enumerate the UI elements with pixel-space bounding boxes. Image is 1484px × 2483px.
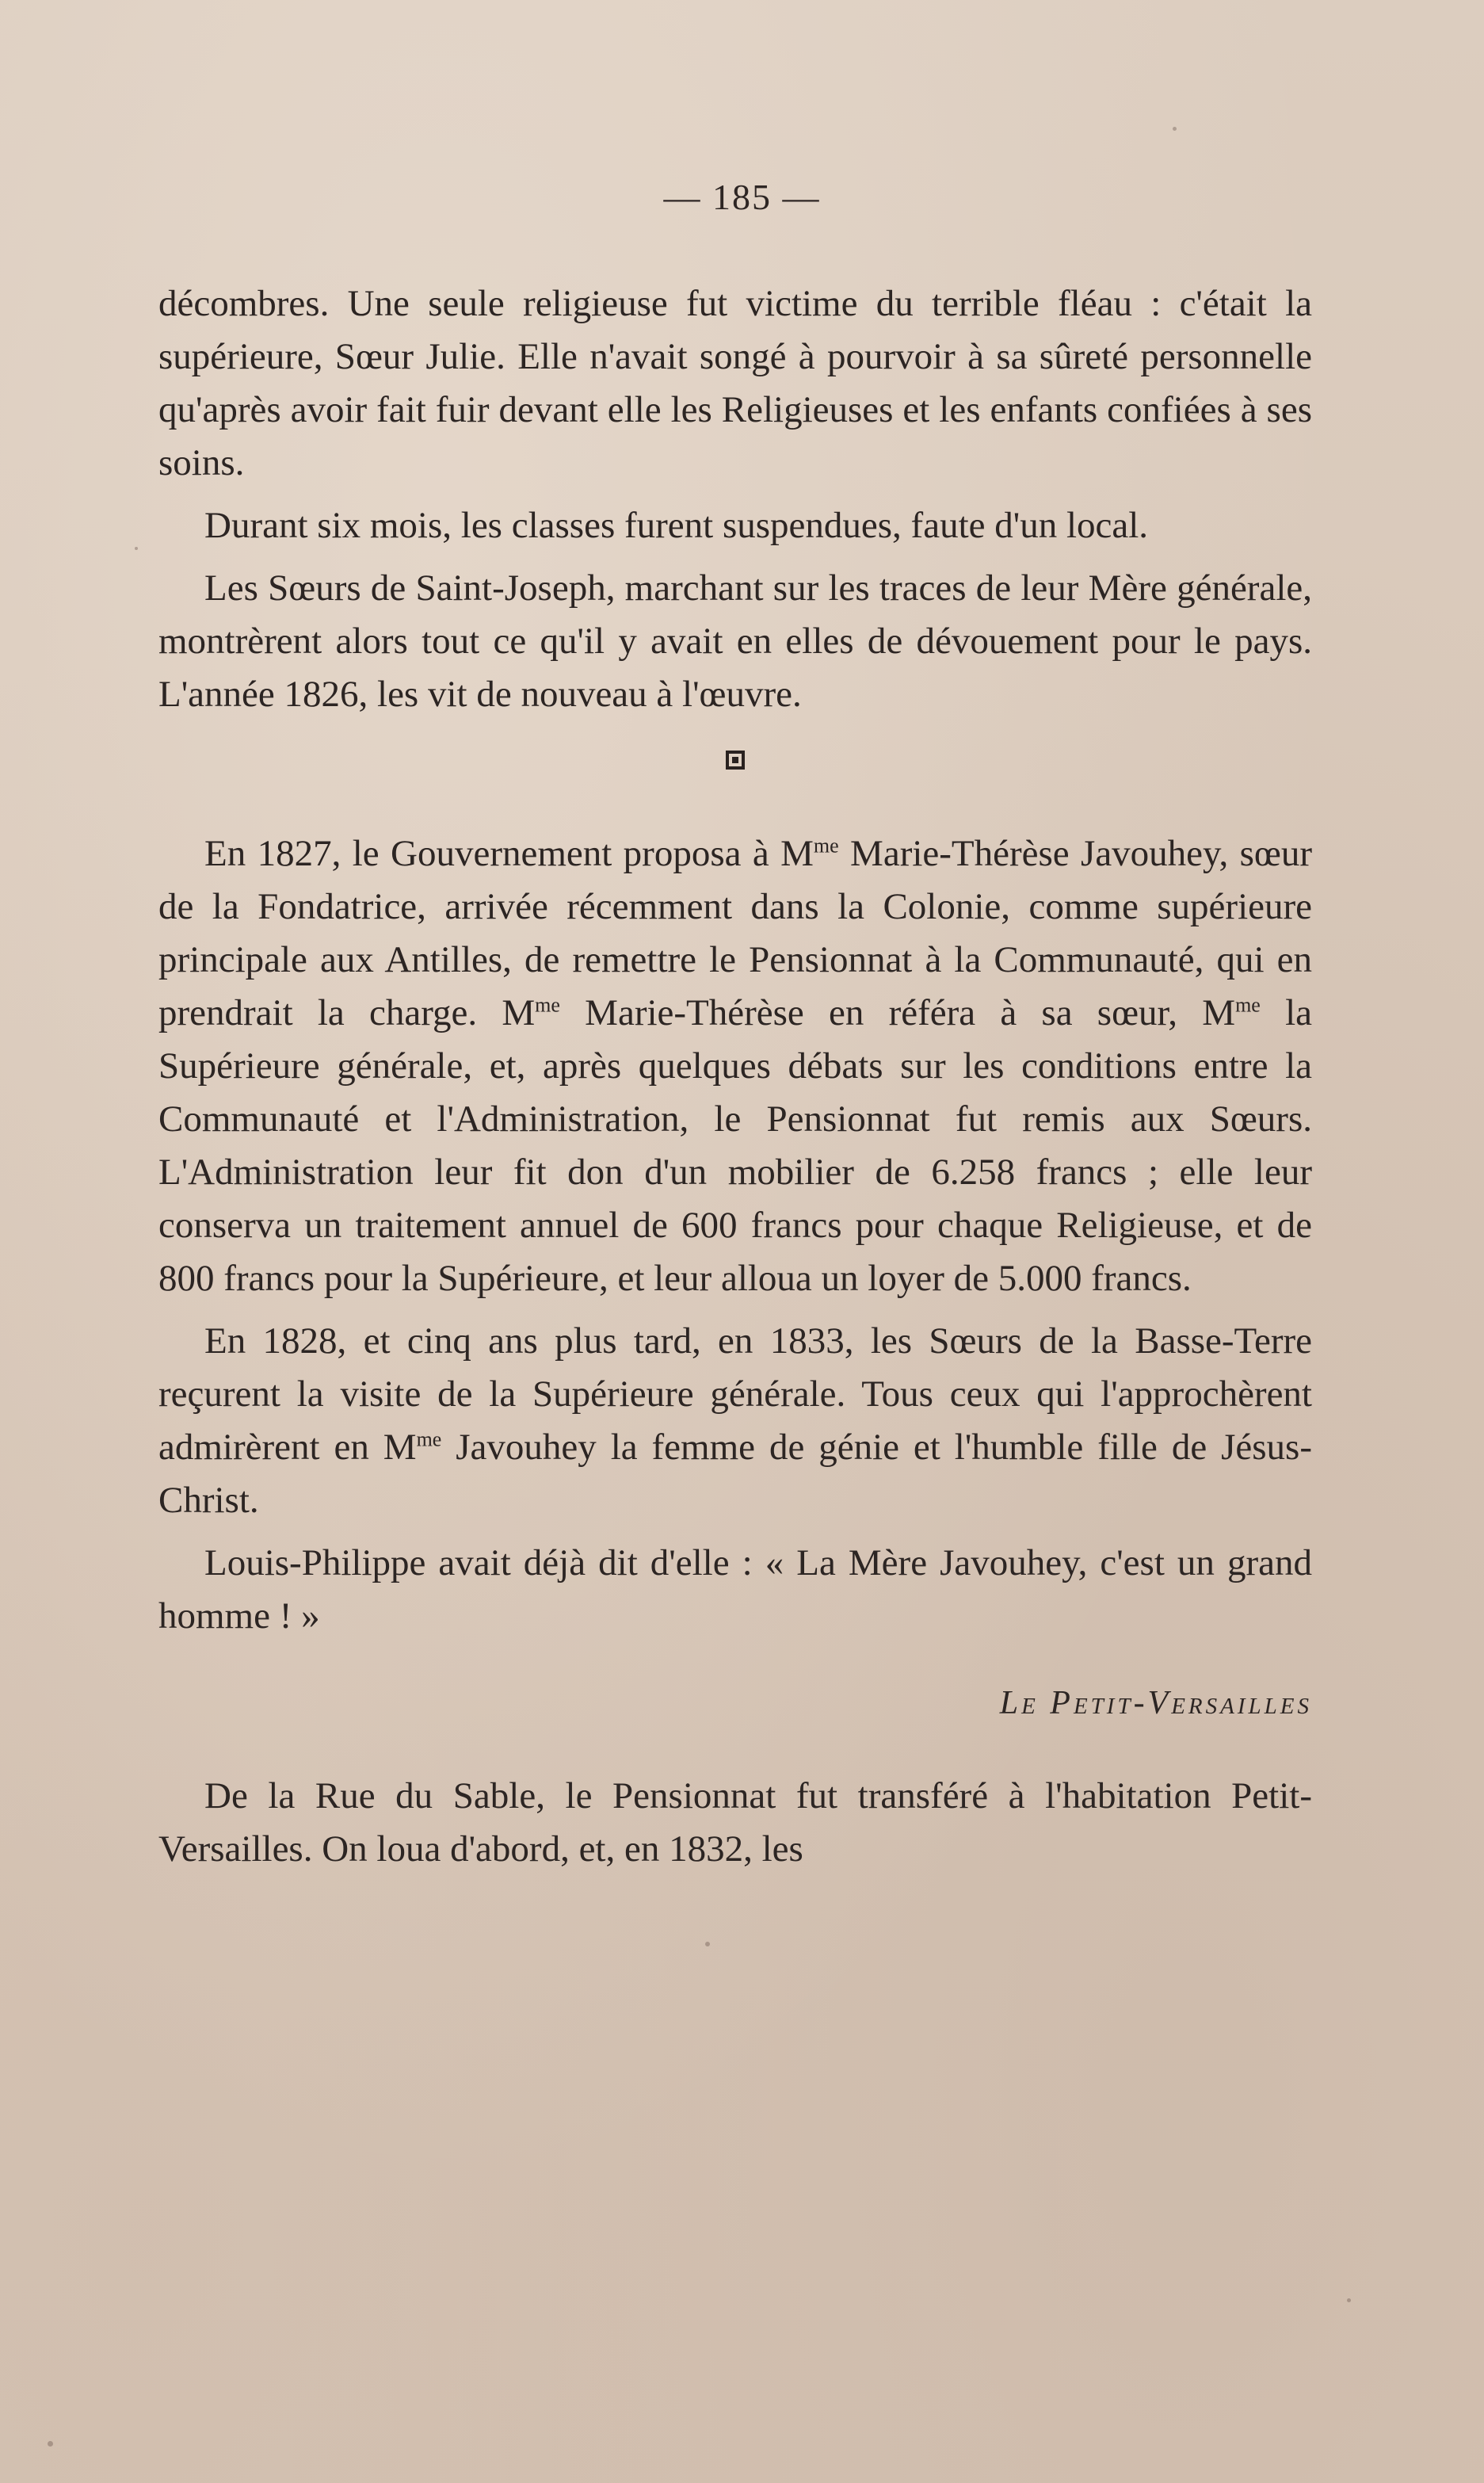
paragraph-louis-philippe: Louis-Philippe avait déjà dit d'elle : « La Mère Javouhey, c'est un grand homme ! » bbox=[158, 1542, 1312, 1637]
paper-speck bbox=[1173, 127, 1177, 131]
paragraph-rue-du-sable: De la Rue du Sable, le Pensionnat fut transféré à l'habitation Petit-Versailles. On loua d'abord, et, en 1832, les bbox=[158, 1775, 1312, 1870]
section-heading: Le Petit-Versailles bbox=[999, 1685, 1312, 1721]
paragraph-1828: En 1828, et cinq ans plus tard, en 1833, les Sœurs de la Basse-Terre reçurent la visite de la Supérieure générale. Tous ceux qui l'approchèrent admirèrent en $M^{me}$ Javouhey la femme de génie et l'humble fille de Jésus-Christ. bbox=[158, 1320, 1312, 1521]
paper-speck bbox=[1347, 2298, 1351, 2302]
paragraph-durant: Durant six mois, les classes furent suspendues, faute d'un local. bbox=[204, 505, 1149, 546]
page-number: — 185 — bbox=[663, 177, 821, 217]
body-text bbox=[158, 277, 1312, 1885]
paragraph-1827: En 1827, le Gouvernement proposa à $M^{me}$ Marie-Thérèse Javouhey, sœur de la Fondatrice, arrivée récemment dans la Colonie, comme supérieure principale aux Antilles, de remettre le Pensionnat à la Communauté, qui en prendrait la charge. $M^{me}$ Marie-Thérèse en référa à sa sœur, $M^{me}$ la Supérieure générale, et, après quelques débats sur les conditions entre la Communauté et l'Administration, le Pensionnat fut remis aux Sœurs. L'Administration leur fit don d'un mobilier de 6.258 francs ; elle leur conserva un traitement annuel de 600 francs pour chaque Religieuse, et de 800 francs pour la Supérieure, et leur alloua un loyer de 5.000 francs. bbox=[158, 833, 1313, 1299]
paper-speck bbox=[705, 1942, 710, 1946]
paragraph-decombres: décombres. Une seule religieuse fut victime du terrible fléau : c'était la supérieure, Sœur Julie. Elle n'avait songé à pourvoir à sa sûreté personnelle qu'après avoir fait fuir devant elle les Religieuses et les enfants confiées à ses soins. bbox=[158, 283, 1312, 483]
paragraph-soeurs: Les Sœurs de Saint-Joseph, marchant sur les traces de leur Mère générale, montrèrent alors tout ce qu'il y avait en elles de dévouement pour le pays. L'année 1826, les vit de nouveau à l'œuvre. bbox=[158, 567, 1312, 715]
paper-speck bbox=[135, 547, 138, 550]
square-ornament-icon bbox=[726, 751, 745, 770]
section-separator bbox=[158, 732, 1312, 788]
paper-speck bbox=[48, 2441, 53, 2447]
